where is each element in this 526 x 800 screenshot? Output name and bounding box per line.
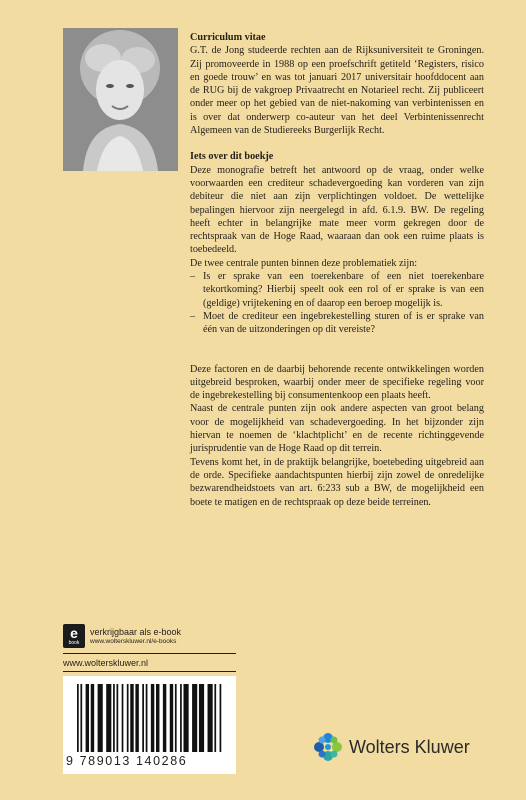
barcode-bar	[113, 684, 115, 752]
barcode-bar	[130, 684, 133, 752]
barcode-bar	[142, 684, 144, 752]
isbn-barcode	[63, 676, 236, 774]
isbn-digits: 9 789013 140286	[66, 754, 188, 768]
barcode-bar	[127, 684, 129, 752]
publisher-website[interactable]: www.wolterskluwer.nl	[63, 658, 149, 668]
barcode-bar	[117, 684, 119, 752]
barcode-bar	[163, 684, 166, 752]
ebook-url[interactable]: www.wolterskluwer.nl/e-books	[90, 637, 177, 645]
barcode-bar	[80, 684, 82, 752]
barcode-bar	[175, 684, 177, 752]
divider	[63, 671, 236, 672]
wolters-kluwer-logo-icon	[313, 732, 343, 762]
barcode-bar	[151, 684, 154, 752]
cv-body: G.T. de Jong studeerde rechten aan de Rijksuniversiteit te Groningen. Zij promoveerde in 1988 op een proefschrift getiteld ‘Registers, risico en goede trouw’ en was tot januari 2017 universitair hoofddocent aan de RUG bij de vakgroep Privaatrecht en Notarieel recht. Zij publiceert onder meer op het gebied van de niet-nakoming van verbintenissen en is over dat onderwerp co-auteur van het deel Verbintenissenrecht Algemeen van de Studiereeks Burgerlijk Recht.	[190, 45, 484, 137]
barcode-bar	[77, 684, 79, 752]
cv-heading: Curriculum vitae	[190, 32, 266, 43]
about-paragraph-3: Deze factoren en de daarbij behorende recente ontwikkelingen worden uitgebreid besproken, waarbij onder meer de specifieke regeling voor de ingebrekestelling bij consumentenkoop een plaats heeft.	[190, 363, 484, 402]
publisher-logo	[313, 732, 470, 762]
about-paragraph-1: Deze monografie betreft het antwoord op de vraag, onder welke voorwaarden een crediteur schadevergoeding kan vorderen van zijn debiteur die niet aan zijn verplichtingen voldoet. De wettelijke bepalingen hiervoor zijn neergelegd in afd. 6.1.9. BW. De regeling heeft echter in belangrijke mate meer vorm gekregen door de rechtspraak van de Hoge Raad, waaraan dan ook een ruime plaats is toebedeeld.	[190, 164, 484, 256]
ebook-label: verkrijgbaar als e-book	[90, 626, 182, 637]
barcode-bar	[199, 684, 204, 752]
barcode-bar	[214, 684, 216, 752]
barcode-bar	[98, 684, 103, 752]
barcode-bar	[156, 684, 159, 752]
barcode-bar	[122, 684, 124, 752]
barcode-bar	[192, 684, 197, 752]
barcode-bar	[146, 684, 148, 752]
about-paragraph-4: Naast de centrale punten zijn ook andere aspecten van groot belang voor de mogelijkheid van schadevergoeding. In het bijzonder zijn hiervan te noemen de ‘klachtplicht’ en de recente richtinggevende jurisprudentie van de Hoge Raad op dit terrein.	[190, 403, 484, 455]
list-item: – Moet de crediteur een ingebrekestelling sturen of is er sprake van één van de uitzonderingen op dit vereiste?	[190, 310, 484, 336]
barcode-bar	[91, 684, 94, 752]
barcode-bar	[180, 684, 182, 752]
barcode-bars	[77, 684, 223, 756]
author-photo	[63, 28, 178, 171]
back-cover-text	[190, 31, 484, 509]
barcode-bar	[106, 684, 111, 752]
ebook-icon: e book	[63, 624, 85, 648]
barcode-bar	[220, 684, 222, 752]
about-paragraph-2: De twee centrale punten binnen deze problematiek zijn:	[190, 257, 418, 269]
barcode-bar	[170, 684, 173, 752]
about-paragraph-5: Tevens komt het, in de praktijk belangrijke, boetebeding uitgebreid aan de orde. Specifieke aandachtspunten hierbij zijn zowel de onredelijke bezwarendheidstoets van art. 6:233 sub a BW, de mogelijkheid een boete te matigen en de rechtspraak op deze beide terreinen.	[190, 456, 484, 508]
barcode-bar	[86, 684, 89, 752]
ebook-notice	[63, 624, 181, 648]
list-item: – Is er sprake van een toerekenbare of een niet toerekenbare tekortkoming? Hierbij speelt ook een rol of er sprake is van een (geldige) vrijtekening en of daarop een beroep mogelijk is.	[190, 271, 484, 309]
publisher-name: Wolters Kluwer	[349, 736, 470, 757]
barcode-bar	[135, 684, 138, 752]
barcode-bar	[183, 684, 188, 752]
barcode-bar	[208, 684, 213, 752]
about-heading: Iets over dit boekje	[190, 151, 274, 163]
divider	[63, 653, 236, 654]
